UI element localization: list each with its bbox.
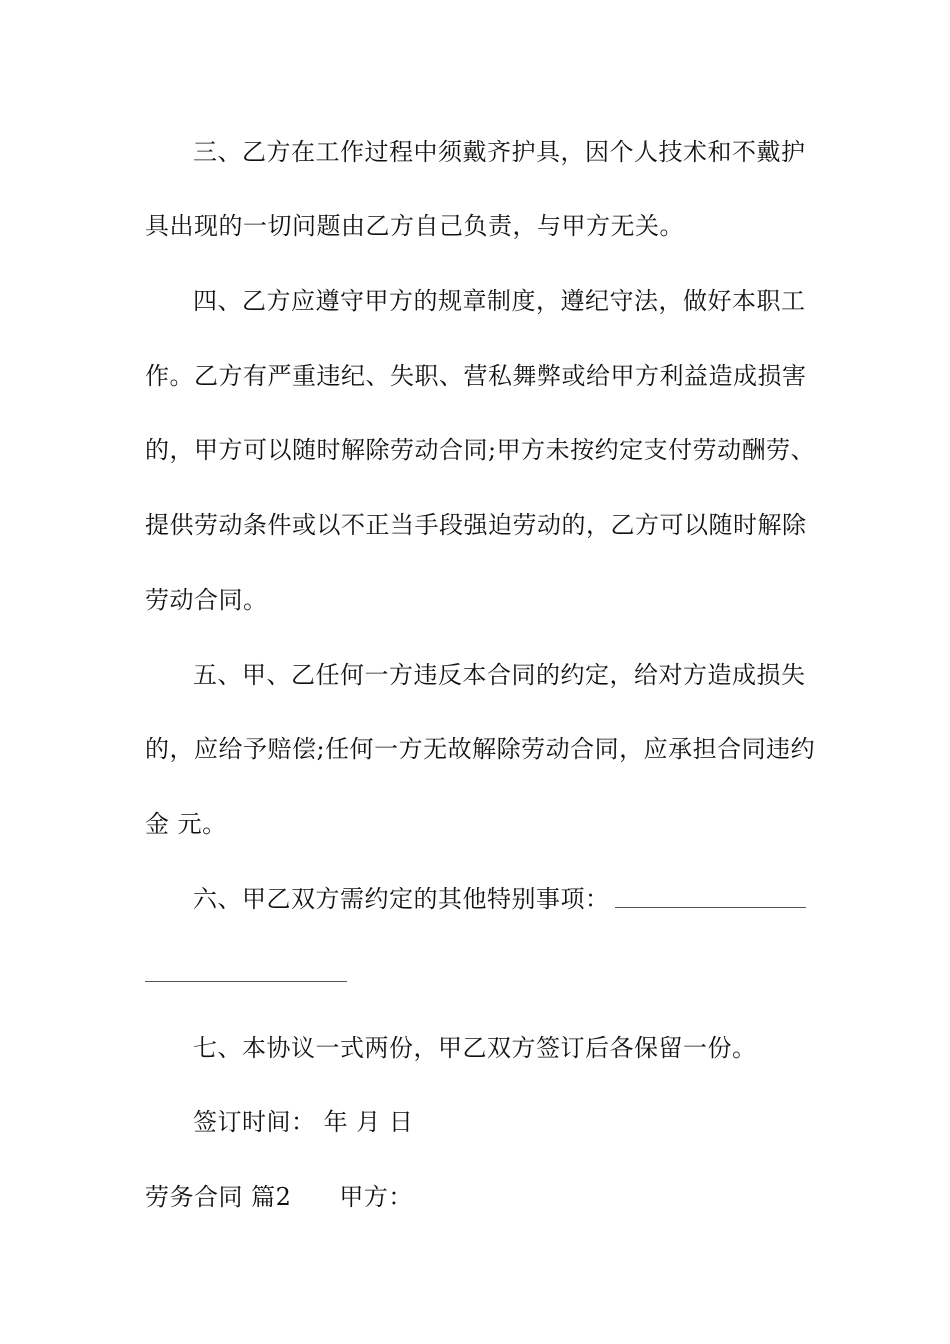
paragraph-4-line-2: 作。乙方有严重违纪、失职、营私舞弊或给甲方利益造成损害 [145,362,807,390]
paragraph-4-line-1: 四、乙方应遵守甲方的规章制度，遵纪守法，做好本职工 [193,287,806,315]
paragraph-3-line-1: 三、乙方在工作过程中须戴齐护具，因个人技术和不戴护 [193,138,806,166]
paragraph-7-line-1: 七、本协议一式两份，甲乙双方签订后各保留一份。 [193,1034,757,1062]
paragraph-4-line-5: 劳动合同。 [145,586,268,614]
blank-fill-line-2 [145,981,347,982]
next-contract-title: 劳务合同 篇2 [145,1183,292,1211]
party-a-label: 甲方： [339,1183,413,1211]
paragraph-5-line-3: 金 元。 [145,810,227,838]
paragraph-3-line-2: 具出现的一切问题由乙方自己负责，与甲方无关。 [145,212,684,240]
paragraph-4-line-3: 的，甲方可以随时解除劳动合同;甲方未按约定支付劳动酬劳、 [145,436,816,464]
paragraph-6-line-1: 六、甲乙双方需约定的其他特别事项： [193,885,610,913]
signing-date-line: 签订时间： 年 月 日 [193,1108,414,1136]
paragraph-5-line-1: 五、甲、乙任何一方违反本合同的约定，给对方造成损失 [193,661,806,689]
paragraph-4-line-4: 提供劳动条件或以不正当手段强迫劳动的，乙方可以随时解除 [145,511,807,539]
paragraph-5-line-2: 的，应给予赔偿;任何一方无故解除劳动合同，应承担合同违约 [145,735,816,763]
next-contract-header [145,1182,413,1212]
blank-fill-line-1 [615,907,806,908]
